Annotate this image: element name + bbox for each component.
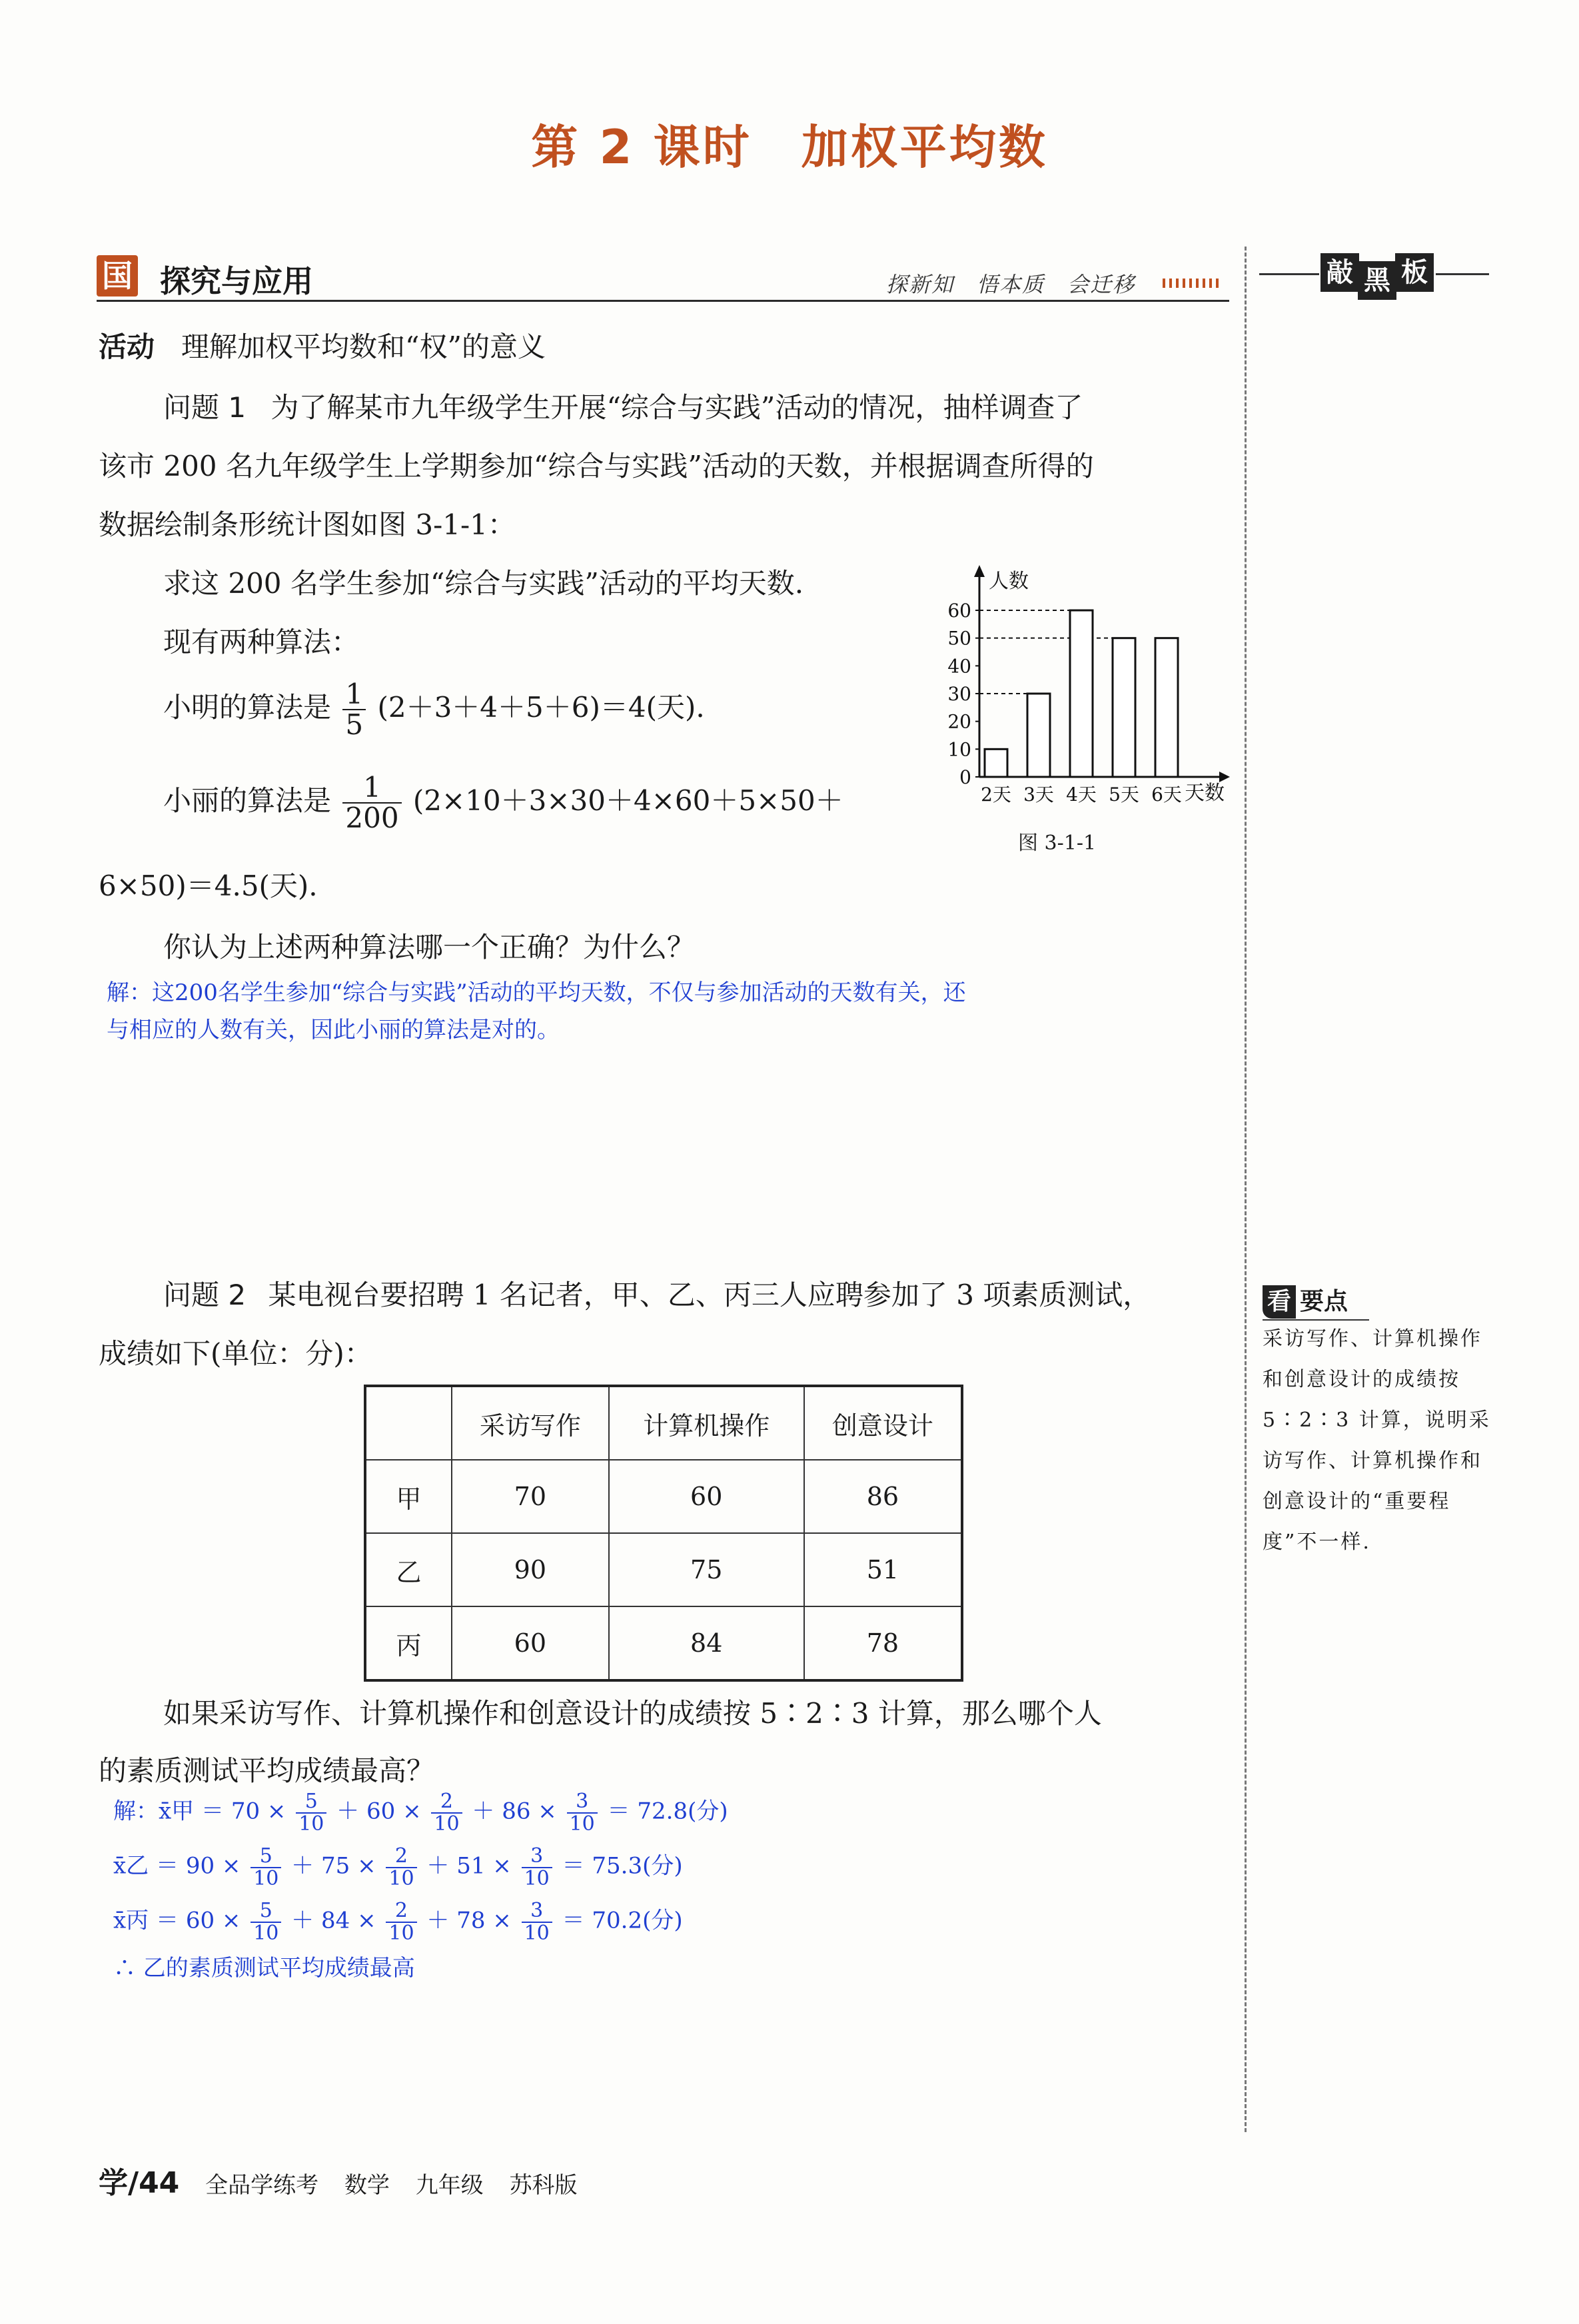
solution-c: 86: [502, 1798, 531, 1825]
table-cell: 甲: [365, 1460, 452, 1533]
solution-b: 75: [321, 1852, 350, 1880]
solution-result: 75.3(分): [592, 1852, 683, 1880]
table-cell: 51: [804, 1533, 962, 1606]
activity-label: 活动: [99, 330, 155, 363]
table-row: [365, 1533, 962, 1606]
bar: [1027, 694, 1050, 777]
activity-heading: [99, 325, 546, 365]
note-underline: [1263, 1319, 1369, 1321]
li-suffix: (2×10＋3×30＋4×60＋5×50＋: [412, 784, 843, 818]
q2-conclusion: ∴ 乙的素质测试平均成绩最高: [113, 1955, 415, 1982]
q2-label: 问题 2: [163, 1279, 247, 1311]
table-row: [365, 1460, 962, 1533]
bar: [985, 749, 1007, 777]
table-cell: 75: [609, 1533, 804, 1606]
scores-table: [364, 1385, 963, 1682]
key-point-note: [1263, 1283, 1496, 1562]
q1-ask: 求这 200 名学生参加“综合与实践”活动的平均天数.: [163, 567, 804, 600]
solution-a: 60: [185, 1907, 215, 1934]
fraction: $\frac{3}{10}$: [567, 1791, 598, 1834]
table-cell: 86: [804, 1460, 962, 1533]
solution-var: x̄乙: [113, 1852, 149, 1880]
section-tags: 探新知 悟本质 会迁移: [886, 272, 1136, 297]
solution-prefix: 解：: [113, 1798, 159, 1825]
fraction: $\frac{5}{10}$: [251, 1900, 281, 1944]
solution-line: 解：x̄甲 ＝ 70 × $\frac{5}{10}$ ＋ 60 × $\frac{2}{10}$ ＋ 86 × $\frac{3}{10}$ ＝ 72.8(分): [113, 1790, 728, 1836]
note-text: 采访写作、计算机操作和创意设计的成绩按 5∶2∶3 计算，说明采访写作、计算机操作和创意设计的“重要程度”不一样.: [1263, 1327, 1491, 1554]
y-tick-label: 40: [947, 655, 971, 678]
blackboard-char: 黑: [1358, 261, 1396, 300]
q1-methods: 现有两种算法：: [163, 626, 360, 658]
fraction: $\frac{1}{5}$: [342, 680, 366, 740]
table-cell: 乙: [365, 1533, 452, 1606]
y-tick-label: 0: [959, 766, 971, 788]
table-header-cell: 计算机操作: [609, 1386, 804, 1460]
y-axis-arrow: [974, 565, 985, 577]
footer-subject: 数学: [344, 2172, 390, 2199]
solution-var: x̄丙: [113, 1907, 149, 1934]
table-cell: 70: [452, 1460, 609, 1533]
footer-book: 全品学练考: [205, 2172, 319, 2199]
footer: [99, 2159, 596, 2201]
table-header-cell: [365, 1386, 452, 1460]
solution-c: 51: [456, 1852, 486, 1880]
q2-text: 某电视台要招聘 1 名记者，甲、乙、丙三人应聘参加了 3 项素质测试，: [268, 1279, 1151, 1311]
tag-dots-decoration: [1163, 279, 1223, 288]
bar: [1155, 638, 1178, 777]
y-tick-label: 60: [947, 600, 971, 622]
x-tick-label: 5天: [1109, 784, 1139, 806]
fraction: $\frac{3}{10}$: [522, 1900, 552, 1944]
li-cont: 6×50)＝4.5(天).: [99, 870, 318, 902]
y-axis-label: 人数: [989, 570, 1029, 593]
table-cell: 丙: [365, 1606, 452, 1680]
note-title: 要点: [1300, 1288, 1348, 1315]
bar: [1070, 610, 1093, 777]
solution-result: 72.8(分): [637, 1798, 728, 1825]
q1-answer-line1: 解：这200名学生参加“综合与实践”活动的平均天数，不仅与参加活动的天数有关，还: [107, 979, 966, 1006]
fraction: $\frac{1}{200}$: [342, 773, 401, 833]
blackboard-char: 敲: [1320, 253, 1359, 292]
solution-result: 70.2(分): [592, 1907, 683, 1934]
solution-b: 84: [321, 1907, 350, 1934]
solution-line: x̄乙 ＝ 90 × $\frac{5}{10}$ ＋ 75 × $\frac{2}{10}$ ＋ 51 × $\frac{3}{10}$ ＝ 75.3(分): [113, 1844, 683, 1890]
blackboard-char: 板: [1395, 253, 1434, 292]
x-tick-label: 4天: [1066, 784, 1097, 806]
q2-line2: 成绩如下(单位：分)：: [99, 1337, 372, 1370]
section-title: 探究与应用: [160, 263, 313, 299]
q2-ask2: 的素质测试平均成绩最高？: [99, 1754, 435, 1787]
fraction: $\frac{5}{10}$: [296, 1791, 326, 1834]
bar-chart: [906, 560, 1239, 866]
q2-ask1: 如果采访写作、计算机操作和创意设计的成绩按 5∶2∶3 计算，那么哪个人: [163, 1697, 1102, 1730]
ming-suffix: (2＋3＋4＋5＋6)＝4(天).: [377, 691, 705, 724]
fraction: $\frac{2}{10}$: [431, 1791, 462, 1834]
fraction: $\frac{3}{10}$: [522, 1846, 552, 1889]
solution-a: 70: [231, 1798, 261, 1825]
x-axis-label: 天数: [1185, 782, 1225, 805]
y-tick-label: 20: [947, 710, 971, 733]
chart-caption: 图 3-1-1: [1018, 832, 1097, 855]
fraction: $\frac{2}{10}$: [386, 1846, 416, 1889]
fraction: $\frac{2}{10}$: [386, 1900, 416, 1944]
footer-grade: 九年级: [415, 2172, 484, 2199]
li-prefix: 小丽的算法是: [163, 784, 332, 818]
page-number: 学/44: [99, 2166, 180, 2200]
q1-question: 你认为上述两种算法哪一个正确？为什么？: [163, 931, 696, 963]
q1-line3: 数据绘制条形统计图如图 3-1-1：: [99, 508, 516, 541]
note-icon: 看: [1263, 1285, 1296, 1319]
table-header-row: [365, 1386, 962, 1460]
table-cell: 78: [804, 1606, 962, 1680]
blackboard-line-left: [1259, 273, 1319, 275]
table-header-cell: 采访写作: [452, 1386, 609, 1460]
y-tick-label: 30: [947, 683, 971, 705]
q1-answer-line2: 与相应的人数有关，因此小丽的算法是对的。: [107, 1017, 560, 1043]
q2-line1: [163, 1266, 1151, 1325]
y-tick-label: 10: [947, 738, 971, 761]
x-axis-arrow: [1219, 772, 1230, 782]
table-cell: 60: [609, 1460, 804, 1533]
note-heading: [1263, 1283, 1496, 1319]
bar: [1113, 638, 1135, 777]
table-cell: 60: [452, 1606, 609, 1680]
blackboard-line-right: [1436, 273, 1489, 275]
q1-text: 为了解某市九年级学生开展“综合与实践”活动的情况，抽样调查了: [270, 391, 1083, 424]
solution-line: x̄丙 ＝ 60 × $\frac{5}{10}$ ＋ 84 × $\frac{2}{10}$ ＋ 78 × $\frac{3}{10}$ ＝ 70.2(分): [113, 1899, 683, 1945]
table-cell: 84: [609, 1606, 804, 1680]
sidebar-divider: [1245, 247, 1247, 2132]
table-cell: 90: [452, 1533, 609, 1606]
footer-edition: 苏科版: [509, 2172, 578, 2199]
ming-prefix: 小明的算法是: [163, 691, 332, 724]
solution-b: 60: [366, 1798, 396, 1825]
section-icon: 国: [97, 255, 138, 296]
activity-text: 理解加权平均数和“权”的意义: [181, 330, 546, 363]
solution-a: 90: [185, 1852, 215, 1880]
solution-c: 78: [456, 1907, 486, 1934]
q1-line2: 该市 200 名九年级学生上学期参加“综合与实践”活动的天数，并根据调查所得的: [99, 450, 1094, 482]
solution-var: x̄甲: [159, 1798, 195, 1825]
page-title: 第 2 课时 加权平均数: [531, 120, 1048, 175]
q1-label: 问题 1: [163, 391, 247, 424]
table-header-cell: 创意设计: [804, 1386, 962, 1460]
ming-method: [163, 680, 705, 740]
fraction: $\frac{5}{10}$: [251, 1846, 281, 1889]
x-tick-label: 2天: [981, 784, 1011, 806]
y-tick-label: 50: [947, 627, 971, 650]
table-row: [365, 1606, 962, 1680]
q1-line1: [163, 378, 1083, 437]
li-method: [163, 773, 843, 833]
x-tick-label: 3天: [1023, 784, 1054, 806]
x-tick-label: 6天: [1151, 784, 1182, 806]
